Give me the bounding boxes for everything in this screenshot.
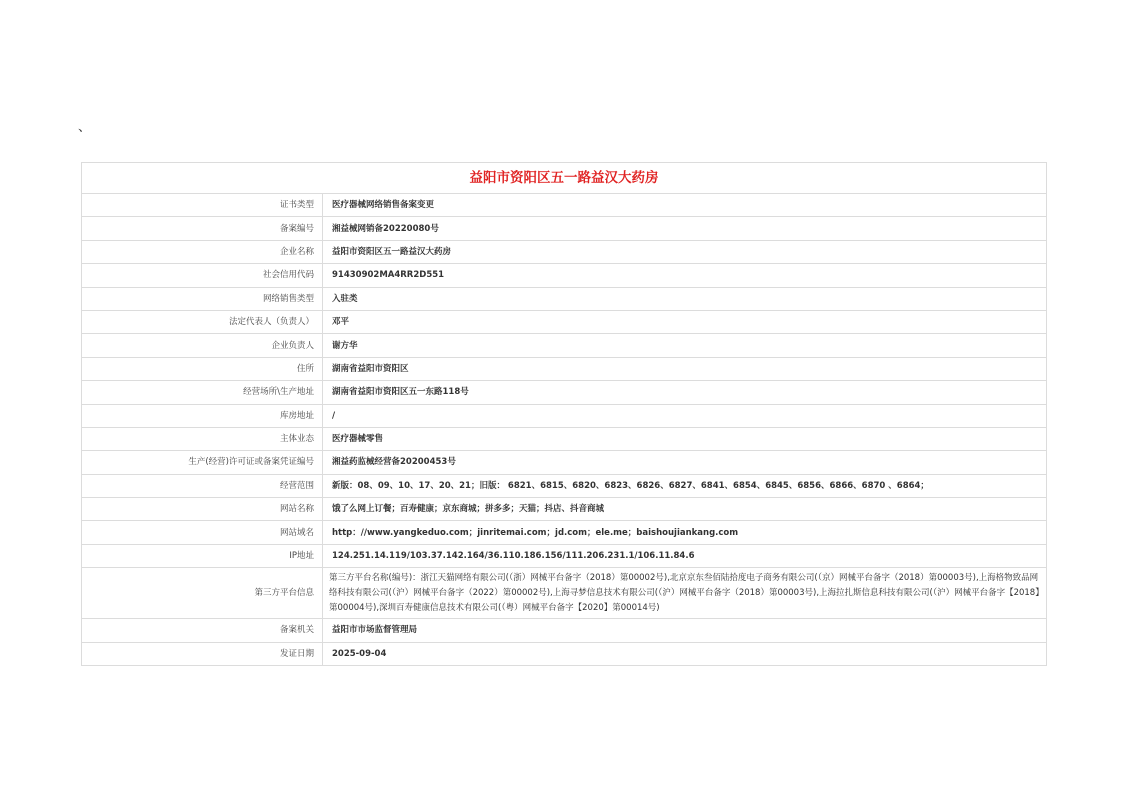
row-value: 入驻类 xyxy=(323,287,1047,310)
row-label: 网站域名 xyxy=(82,521,323,544)
row-value: http：//www.yangkeduo.com；jinritemai.com；jd.com；ele.me；baishoujiankang.com xyxy=(323,521,1047,544)
row-value: 湖南省益阳市资阳区 xyxy=(323,357,1047,380)
certificate-table xyxy=(81,162,1047,666)
table-row xyxy=(82,310,1047,333)
row-label: 企业负责人 xyxy=(82,334,323,357)
row-value: 新版：08、09、10、17、20、21；旧版： 6821、6815、6820、6823、6826、6827、6841、6854、6845、6856、6866、6870 、6864； xyxy=(323,474,1047,497)
row-value: 益阳市资阳区五一路益汉大药房 xyxy=(323,240,1047,263)
row-label: 经营场所\生产地址 xyxy=(82,381,323,404)
row-label: 住所 xyxy=(82,357,323,380)
row-label: 社会信用代码 xyxy=(82,264,323,287)
row-label: 库房地址 xyxy=(82,404,323,427)
table-row xyxy=(82,451,1047,474)
row-value: / xyxy=(323,404,1047,427)
table-row xyxy=(82,264,1047,287)
row-label: 第三方平台信息 xyxy=(82,568,323,619)
table-row xyxy=(82,334,1047,357)
row-value: 谢方华 xyxy=(323,334,1047,357)
row-label: 备案机关 xyxy=(82,619,323,642)
table-row xyxy=(82,240,1047,263)
row-label: 发证日期 xyxy=(82,642,323,665)
table-row xyxy=(82,194,1047,217)
table-row xyxy=(82,498,1047,521)
row-value: 91430902MA4RR2D551 xyxy=(323,264,1047,287)
row-label: 证书类型 xyxy=(82,194,323,217)
row-label: 网络销售类型 xyxy=(82,287,323,310)
row-value: 邓平 xyxy=(323,310,1047,333)
table-row xyxy=(82,474,1047,497)
row-label: 网站名称 xyxy=(82,498,323,521)
row-value: 2025-09-04 xyxy=(323,642,1047,665)
row-value: 湘益药监械经营备20200453号 xyxy=(323,451,1047,474)
row-value: 湘益械网销备20220080号 xyxy=(323,217,1047,240)
row-label: IP地址 xyxy=(82,544,323,567)
row-value: 124.251.14.119/103.37.142.164/36.110.186.156/111.206.231.1/106.11.84.6 xyxy=(323,544,1047,567)
table-row xyxy=(82,521,1047,544)
row-value: 湖南省益阳市资阳区五一东路118号 xyxy=(323,381,1047,404)
row-value: 益阳市市场监督管理局 xyxy=(323,619,1047,642)
table-row xyxy=(82,404,1047,427)
certificate-title: 益阳市资阳区五一路益汉大药房 xyxy=(82,163,1047,194)
table-row xyxy=(82,357,1047,380)
row-label: 生产(经营)许可证或备案凭证编号 xyxy=(82,451,323,474)
table-row xyxy=(82,619,1047,642)
row-label: 经营范围 xyxy=(82,474,323,497)
row-value: 第三方平台名称(编号)：浙江天猫网络有限公司(（浙）网械平台备字（2018）第00002号),北京京东叁佰陆拾度电子商务有限公司(（京）网械平台备字（2018）第00003号),上海格物致品网络科技有限公司(（沪）网械平台备字（2022）第00002号),上海寻梦信息技术有限公司(（沪）网械平台备字（2018）第00003号),上海拉扎斯信息科技有限公司(（沪）网械平台备字【2018】第00004号),深圳百寿健康信息技术有限公司(（粤）网械平台备字【2020】第00014号) xyxy=(323,568,1047,619)
row-label: 备案编号 xyxy=(82,217,323,240)
row-value: 饿了么网上订餐；百寿健康；京东商城；拼多多；天猫；抖店、抖音商城 xyxy=(323,498,1047,521)
table-row xyxy=(82,217,1047,240)
row-value: 医疗器械零售 xyxy=(323,427,1047,450)
table-row xyxy=(82,568,1047,619)
row-label: 法定代表人（负责人） xyxy=(82,310,323,333)
row-label: 主体业态 xyxy=(82,427,323,450)
table-row xyxy=(82,287,1047,310)
table-row xyxy=(82,642,1047,665)
table-row xyxy=(82,544,1047,567)
stray-mark: 、 xyxy=(78,120,92,135)
table-row xyxy=(82,427,1047,450)
row-label: 企业名称 xyxy=(82,240,323,263)
row-value: 医疗器械网络销售备案变更 xyxy=(323,194,1047,217)
title-row xyxy=(82,163,1047,194)
table-row xyxy=(82,381,1047,404)
